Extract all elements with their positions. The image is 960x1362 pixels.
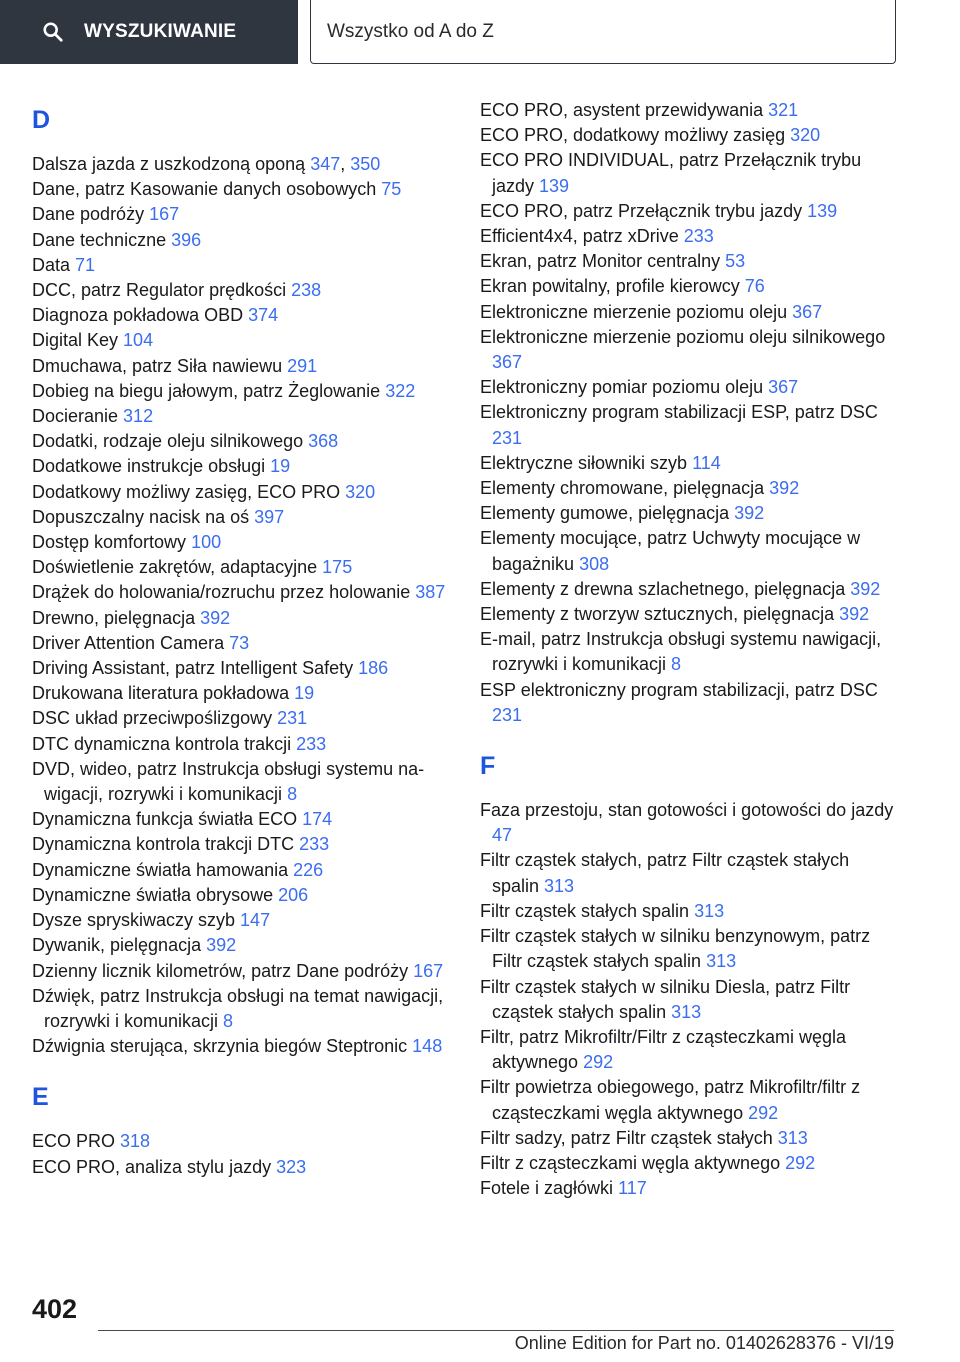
index-entry-text: ECO PRO xyxy=(32,1131,121,1152)
index-entry-text: Elementy gumowe, pielęgnacja xyxy=(480,503,735,524)
index-entry-text: Elementy z tworzyw sztucznych, pielęgnacja xyxy=(480,604,840,625)
index-entry-text: Dywanik, pielęgnacja xyxy=(32,935,207,956)
page-reference-link[interactable]: 367 xyxy=(492,352,523,373)
index-entry xyxy=(32,858,452,883)
page-reference-link[interactable]: 233 xyxy=(296,733,327,754)
index-entry xyxy=(480,274,900,299)
page-reference-link[interactable]: 367 xyxy=(768,377,799,398)
index-entry-text: Dmuchawa, patrz Siła nawiewu xyxy=(32,355,288,376)
page-number: 402 xyxy=(32,1294,78,1324)
index-entry xyxy=(480,602,900,627)
page-reference-link[interactable]: 291 xyxy=(287,355,318,376)
index-entry-text: Drukowana literatura pokładowa xyxy=(32,683,295,704)
edition-footer: Online Edition for Part no. 01402628376 - VI/19 xyxy=(514,1333,894,1353)
index-entry xyxy=(480,924,900,974)
page-reference-link[interactable]: 392 xyxy=(850,578,881,599)
index-column-right xyxy=(480,98,900,1201)
index-entry-text: ESP elektroniczny program stabilizacji, patrz DSC xyxy=(480,679,878,700)
index-entry xyxy=(32,177,452,202)
index-entry xyxy=(480,1025,900,1075)
index-entry-text: Dane techniczne xyxy=(32,229,172,250)
page-reference-link[interactable]: 175 xyxy=(322,557,353,578)
index-entry xyxy=(480,1126,900,1151)
page-reference-link[interactable]: 8 xyxy=(671,654,682,675)
index-entry-text: Dynamiczna funkcja światła ECO xyxy=(32,809,303,830)
index-entry-text: Elektroniczne mierzenie poziomu oleju xyxy=(480,301,793,322)
page-reference-link[interactable]: 8 xyxy=(287,784,298,805)
index-entry-text: Dynamiczne światła obrysowe xyxy=(32,884,279,905)
index-entry xyxy=(480,98,900,123)
page-reference-link[interactable]: 231 xyxy=(277,708,308,729)
page-reference-link[interactable]: 71 xyxy=(75,254,96,275)
index-entry xyxy=(32,1129,452,1154)
index-entry xyxy=(480,627,900,677)
index-entry xyxy=(32,328,452,353)
index-entry-text: Drążek do holowania/rozruchu przez holowanie xyxy=(32,582,416,603)
index-entry xyxy=(32,555,452,580)
index-entry-text: Ekran, patrz Monitor centralny xyxy=(480,251,726,272)
section-title-tab[interactable] xyxy=(310,0,896,64)
index-entry-text: Dalsza jazda z uszkodzoną oponą xyxy=(32,154,311,174)
index-entry-text: ECO PRO INDIVIDUAL, patrz Przełącznik trybu jazdy xyxy=(480,150,862,196)
index-entry-text: Driving Assistant, patrz Intelligent Safety xyxy=(32,658,359,679)
index-entry-text: Fotele i zagłówki xyxy=(480,1178,619,1199)
page-reference-link[interactable]: 313 xyxy=(694,900,725,921)
page-reference-link[interactable]: 139 xyxy=(539,175,570,196)
index-entry xyxy=(32,202,452,227)
index-entry xyxy=(480,451,900,476)
index-entry xyxy=(480,577,900,602)
page-reference-link[interactable]: 392 xyxy=(200,607,231,628)
page-reference-link[interactable]: 73 xyxy=(229,632,250,653)
index-entry-text: DSC układ przeciwpoślizgowy xyxy=(32,708,278,729)
page-reference-link[interactable]: 313 xyxy=(671,1001,702,1022)
index-entry xyxy=(32,807,452,832)
index-entry-text: Filtr sadzy, patrz Filtr cząstek stałych xyxy=(480,1127,778,1148)
index-entry xyxy=(32,1034,452,1059)
page-reference-link[interactable]: 318 xyxy=(120,1131,151,1152)
index-entry xyxy=(32,832,452,857)
page-reference-link[interactable]: 347 xyxy=(310,154,341,174)
index-entry-text: Digital Key xyxy=(32,330,124,351)
page-reference-link[interactable]: 148 xyxy=(412,1036,443,1057)
index-entry-text: Filtr cząstek stałych spalin xyxy=(480,900,695,921)
page-reference-link[interactable]: 387 xyxy=(415,582,446,603)
index-entry xyxy=(480,526,900,576)
page-reference-link[interactable]: 147 xyxy=(240,910,271,931)
index-entry-text: Elementy z drewna szlachetnego, pielęgnacja xyxy=(480,578,851,599)
index-letter-heading: D xyxy=(32,106,51,134)
index-entry xyxy=(480,678,900,728)
index-entry-text: Dźwignia sterująca, skrzynia biegów Steptronic xyxy=(32,1036,413,1057)
index-entry xyxy=(32,278,452,303)
index-entry-text: Elementy mocujące, patrz Uchwyty mocujące w bagażniku xyxy=(480,528,861,574)
index-entry-text: Dobieg na biegu jałowym, patrz Żeglowanie xyxy=(32,380,386,401)
index-entry xyxy=(480,375,900,400)
index-entry xyxy=(32,303,452,328)
index-entry-text: E-mail, patrz Instrukcja obsługi systemu nawigacji, rozrywki i komunikacji xyxy=(480,629,882,675)
search-icon xyxy=(42,21,64,43)
index-entry-text: Dynamiczna kontrola trakcji DTC xyxy=(32,834,300,855)
index-entry-text: Filtr, patrz Mikrofiltr/Filtr z cząsteczkami węgla aktywnego xyxy=(480,1026,847,1073)
section-spacer xyxy=(480,728,900,744)
page-reference-link[interactable]: 100 xyxy=(191,532,222,553)
index-entry-text: ECO PRO, patrz Przełącznik trybu jazdy xyxy=(480,200,808,221)
page-reference-link[interactable]: 186 xyxy=(358,658,389,679)
index-entry xyxy=(480,501,900,526)
search-tab-label: WYSZUKIWANIE xyxy=(84,21,237,42)
index-entry: Dalsza jazda z uszkodzoną oponą 347, 350 xyxy=(32,154,381,174)
index-entry-text: Filtr cząstek stałych w silniku Diesla, patrz Filtr cząstek stałych spalin xyxy=(480,976,851,1022)
page-reference-link[interactable]: 8 xyxy=(223,1010,234,1031)
index-entry xyxy=(480,1151,900,1176)
index-entry-text: Data xyxy=(32,254,76,275)
index-entry xyxy=(480,848,900,898)
index-entry xyxy=(32,732,452,757)
index-entry xyxy=(480,123,900,148)
page-reference-link[interactable]: 322 xyxy=(385,380,416,401)
index-entry xyxy=(480,899,900,924)
search-tab[interactable] xyxy=(0,0,298,64)
section-title: Wszystko od A do Z xyxy=(327,20,494,42)
index-entry-text: Dynamiczne światła hamowania xyxy=(32,859,294,880)
page-reference-link[interactable]: 321 xyxy=(768,100,799,120)
page-reference-link[interactable]: 206 xyxy=(278,884,309,905)
index-entry xyxy=(32,631,452,656)
index-entry xyxy=(32,1155,452,1180)
page-reference-link[interactable]: 19 xyxy=(294,683,315,704)
page-reference-link[interactable]: 350 xyxy=(350,154,381,174)
page-reference-link[interactable]: 323 xyxy=(276,1156,307,1177)
index-entry xyxy=(480,249,900,274)
page-reference-link[interactable]: 76 xyxy=(744,276,765,297)
page-reference-link[interactable]: 231 xyxy=(492,704,523,725)
index-entry-text: DCC, patrz Regulator prędkości xyxy=(32,280,292,301)
page-reference-link[interactable]: 226 xyxy=(293,859,324,880)
page-reference-link[interactable]: 397 xyxy=(254,506,285,527)
page-reference-link[interactable]: 117 xyxy=(618,1178,647,1199)
page-reference-link[interactable]: 392 xyxy=(206,935,237,956)
page-reference-link[interactable]: 238 xyxy=(291,280,322,301)
index-entry xyxy=(32,984,452,1034)
page-reference-link[interactable]: 114 xyxy=(692,452,721,473)
index-entry-text: Dane podróży xyxy=(32,204,150,225)
index-entry-text: Dodatki, rodzaje oleju silnikowego xyxy=(32,431,309,452)
page-reference-link[interactable]: 167 xyxy=(413,960,444,981)
index-entry xyxy=(32,530,452,555)
page-reference-link[interactable]: 313 xyxy=(706,951,737,972)
page-reference-link[interactable]: 53 xyxy=(725,251,746,272)
index-column-left xyxy=(32,98,452,1180)
index-letter-heading: F xyxy=(480,752,496,781)
index-entry xyxy=(480,199,900,224)
page-reference-link[interactable]: 174 xyxy=(302,809,333,830)
index-entry-text: ECO PRO, analiza stylu jazdy xyxy=(32,1156,277,1177)
index-entry-text: ECO PRO, asystent przewidywania xyxy=(480,100,769,120)
index-entry xyxy=(32,354,452,379)
index-entry xyxy=(480,975,900,1025)
index-entry-text: Filtr cząstek stałych, patrz Filtr cząstek stałych spalin xyxy=(480,850,850,896)
top-bar xyxy=(0,0,960,66)
index-entry xyxy=(32,379,452,404)
page-reference-link[interactable]: 392 xyxy=(839,604,870,625)
index-entry xyxy=(32,933,452,958)
index-entry xyxy=(480,798,900,848)
index-entry xyxy=(480,300,900,325)
index-entry-text: Filtr cząstek stałych w silniku benzynowym, patrz Filtr cząstek stałych spalin xyxy=(480,926,871,972)
section-spacer xyxy=(32,1059,452,1075)
index-entry xyxy=(32,681,452,706)
index-entry-text: Filtr powietrza obiegowego, patrz Mikrofiltr/filtr z cząsteczkami węgla aktywnego xyxy=(480,1077,861,1123)
index-entry-text: Elektroniczny program stabilizacji ESP, patrz DSC xyxy=(480,402,878,423)
index-entry xyxy=(32,429,452,454)
page-reference-link[interactable]: 320 xyxy=(345,481,376,502)
index-entry-text: Elektroniczny pomiar poziomu oleju xyxy=(480,377,769,398)
index-entry xyxy=(32,883,452,908)
page-reference-link[interactable]: 374 xyxy=(248,305,279,326)
index-entry-text: Faza przestoju, stan gotowości i gotowości do jazdy xyxy=(480,800,894,821)
page-reference-link[interactable]: 308 xyxy=(579,553,610,574)
index-entry-text: Docieranie xyxy=(32,406,124,427)
index-entry xyxy=(480,1075,900,1125)
index-entry xyxy=(32,908,452,933)
index-entry xyxy=(32,656,452,681)
page-reference-link[interactable]: 292 xyxy=(785,1152,816,1173)
index-letter-heading: E xyxy=(32,1083,49,1112)
page-reference-link[interactable]: 392 xyxy=(769,478,800,499)
index-entry xyxy=(480,224,900,249)
index-entry-text: Dźwięk, patrz Instrukcja obsługi na temat nawigacji, rozrywki i komunikacji xyxy=(32,985,444,1031)
index-entry xyxy=(32,253,452,278)
page-reference-link[interactable]: 231 xyxy=(492,427,523,448)
index-entry xyxy=(32,606,452,631)
index-entry-text: Dodatkowe instrukcje obsługi xyxy=(32,456,271,477)
index-entry-text: DVD, wideo, patrz Instrukcja obsługi systemu nawigacji, rozrywki i komunikacji xyxy=(32,758,425,805)
index-entry-text: Dzienny licznik kilometrów, patrz Dane podróży xyxy=(32,960,414,981)
index-entry xyxy=(480,325,900,375)
index-entry xyxy=(32,580,452,605)
index-entry-text: Drewno, pielęgnacja xyxy=(32,607,201,628)
index-entry xyxy=(32,959,452,984)
page-reference-link[interactable]: 47 xyxy=(492,825,513,846)
index-entry xyxy=(480,400,900,450)
index-entry-text: Doświetlenie zakrętów, adaptacyjne xyxy=(32,557,323,578)
page-reference-link[interactable]: 139 xyxy=(807,200,838,221)
page-reference-link[interactable]: 167 xyxy=(149,204,180,225)
page-reference-link[interactable]: 313 xyxy=(544,875,575,896)
index-entry xyxy=(480,148,900,198)
page-reference-link[interactable]: 292 xyxy=(748,1102,779,1123)
index-entry xyxy=(32,706,452,731)
index-entry-text: Dopuszczalny nacisk na oś xyxy=(32,506,255,527)
index-entry xyxy=(480,476,900,501)
page-reference-link[interactable]: 368 xyxy=(308,431,339,452)
index-entry xyxy=(32,480,452,505)
index-entry-text: Dodatkowy możliwy zasięg, ECO PRO xyxy=(32,481,346,502)
page-reference-link[interactable]: 396 xyxy=(171,229,202,250)
index-entry-text: ECO PRO, dodatkowy możliwy zasięg xyxy=(480,125,791,146)
index-entry-text: Elektryczne siłowniki szyb xyxy=(480,452,693,473)
page-reference-link[interactable]: 104 xyxy=(123,330,154,351)
index-entry-text: Efficient4x4, patrz xDrive xyxy=(480,226,684,247)
page-reference-link[interactable]: 233 xyxy=(683,226,714,247)
index-entry xyxy=(32,757,452,807)
index-entry-text: Dane, patrz Kasowanie danych osobowych xyxy=(32,179,382,200)
page-reference-link[interactable]: 392 xyxy=(734,503,765,524)
index-entry-text: Dysze spryskiwaczy szyb xyxy=(32,910,241,931)
page-reference-link[interactable]: 292 xyxy=(583,1052,614,1073)
index-entry-text: Elektroniczne mierzenie poziomu oleju silnikowego xyxy=(480,326,886,347)
index-entry-text: Filtr z cząsteczkami węgla aktywnego xyxy=(480,1152,786,1173)
page-reference-link[interactable]: 233 xyxy=(299,834,330,855)
page-reference-link[interactable]: 312 xyxy=(123,406,154,427)
index-entry-text: Elementy chromowane, pielęgnacja xyxy=(480,478,770,499)
page-reference-link[interactable]: 313 xyxy=(777,1127,808,1148)
index-entry xyxy=(32,505,452,530)
footer-divider xyxy=(98,1330,894,1331)
index-entry-text: DTC dynamiczna kontrola trakcji xyxy=(32,733,297,754)
index-entry xyxy=(32,404,452,429)
page-reference-link[interactable]: 367 xyxy=(792,301,823,322)
index-entry-text: Ekran powitalny, profile kierowcy xyxy=(480,276,745,297)
page-reference-link[interactable]: 19 xyxy=(270,456,291,477)
index-entry xyxy=(32,454,452,479)
page-reference-link[interactable]: 75 xyxy=(381,179,402,200)
index-entry xyxy=(480,1176,900,1201)
page-reference-link[interactable]: 320 xyxy=(790,125,821,146)
index-entry-text: Driver Attention Camera xyxy=(32,632,230,653)
index-entry-text: Diagnoza pokładowa OBD xyxy=(32,305,249,326)
index-entry-text: Dostęp komfortowy xyxy=(32,532,192,553)
index-entry xyxy=(32,228,452,253)
